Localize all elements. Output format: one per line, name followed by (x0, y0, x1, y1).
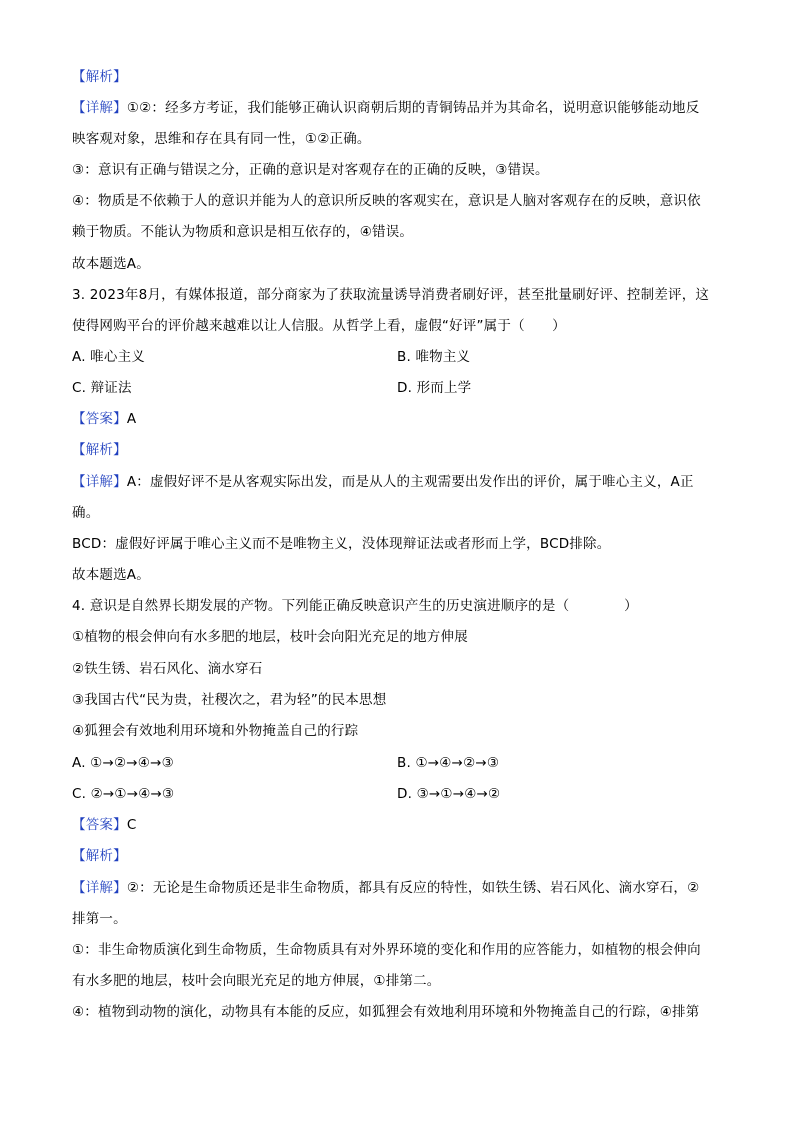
q4-detail-line: 有水多肥的地层，枝叶会向眼光充足的地方伸展，①排第二。 (72, 973, 441, 989)
q3-option-c: C. 辩证法 (72, 380, 132, 396)
conclusion-line: 故本题选A。 (72, 256, 150, 272)
q4-item: ③我国古代“民为贵，社稷次之，君为轻”的民本思想 (72, 692, 387, 708)
q4-item: ②铁生锈、岩石风化、滴水穿石 (72, 661, 263, 677)
answer-value: C (126, 817, 137, 833)
detail-paragraph-line: 映客观对象，思维和存在具有同一性，①②正确。 (72, 131, 371, 147)
q3-option-a: A. 唯心主义 (72, 349, 145, 365)
question-4-stem: 4. 意识是自然界长期发展的产物。下列能正确反映意识产生的历史演进顺序的是（ ） (72, 598, 638, 614)
detail-text: ①②：经多方考证，我们能够正确认识商朝后期的青铜铸品并为其命名，说明意识能够能动地反 (126, 100, 700, 116)
detail-paragraph-line: ④：物质是不依赖于人的意识并能为人的意识所反映的客观实在，意识是人脑对客观存在的反映，意识依 (72, 193, 701, 209)
detail-tag: 【详解】 (72, 474, 127, 490)
q4-detail-line: ①：非生命物质演化到生命物质，生命物质具有对外界环境的变化和作用的应答能力，如植物的根会伸向 (72, 942, 701, 958)
q3-analysis-heading: 【解析】 (72, 442, 127, 458)
q4-option-c: C. ②→①→④→③ (72, 786, 175, 802)
q3-option-b: B. 唯物主义 (397, 349, 471, 365)
detail-tag: 【详解】 (72, 880, 127, 896)
detail-text: ②：无论是生命物质还是非生命物质，都具有反应的特性，如铁生锈、岩石风化、滴水穿石，② (126, 880, 700, 896)
analysis-heading: 【解析】 (72, 69, 127, 85)
q3-detail-line (72, 473, 732, 491)
q4-item: ①植物的根会伸向有水多肥的地层，枝叶会向阳光充足的地方伸展 (72, 629, 468, 645)
q4-option-d: D. ③→①→④→② (397, 786, 501, 802)
question-3-stem: 使得网购平台的评价越来越难以让人信服。从哲学上看，虚假“好评”属于（ ） (72, 318, 566, 334)
detail-paragraph-line: ③：意识有正确与错误之分，正确的意识是对客观存在的正确的反映，③错误。 (72, 162, 549, 178)
q3-detail-line: BCD：虚假好评属于唯心主义而不是唯物主义，没体现辩证法或者形而上学，BCD排除。 (72, 536, 611, 552)
answer-value: A (126, 411, 137, 427)
q4-analysis-heading: 【解析】 (72, 848, 127, 864)
detail-tag: 【详解】 (72, 100, 127, 116)
q4-option-b: B. ①→④→②→③ (397, 755, 500, 771)
detail-paragraph-line: 赖于物质。不能认为物质和意识是相互依存的，④错误。 (72, 224, 414, 240)
answer-tag: 【答案】 (72, 817, 127, 833)
q3-option-d: D. 形而上学 (397, 380, 472, 396)
q3-answer (72, 410, 732, 428)
q4-detail-line: 排第一。 (72, 911, 127, 927)
q4-detail-line: ④：植物到动物的演化，动物具有本能的反应，如狐狸会有效地利用环境和外物掩盖自己的行踪，④排第 (72, 1004, 700, 1020)
q4-option-a: A. ①→②→④→③ (72, 755, 174, 771)
q4-detail-line (72, 879, 732, 897)
q4-answer (72, 816, 732, 834)
q3-conclusion: 故本题选A。 (72, 567, 150, 583)
detail-text: A：虚假好评不是从客观实际出发，而是从人的主观需要出发作出的评价，属于唯心主义，A正 (126, 474, 694, 490)
question-3-stem: 3. 2023年8月，有媒体报道，部分商家为了获取流量诱导消费者刷好评，甚至批量刷好评、控制差评，这 (72, 287, 710, 303)
detail-paragraph-line (72, 99, 732, 117)
answer-tag: 【答案】 (72, 411, 127, 427)
q4-item: ④狐狸会有效地利用环境和外物掩盖自己的行踪 (72, 723, 359, 739)
q3-detail-line: 确。 (72, 505, 100, 521)
